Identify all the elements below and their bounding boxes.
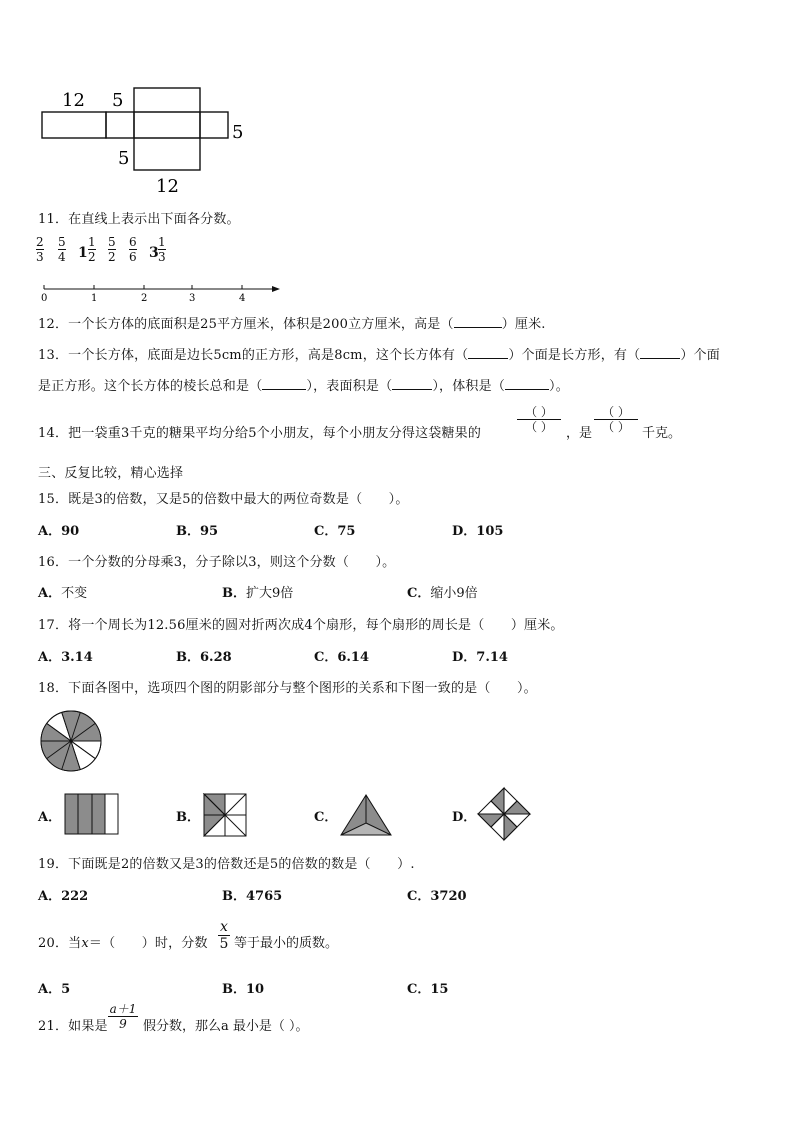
question-15: 15．既是3的倍数，又是5的倍数中最大的两位奇数是（ ）。 — [38, 492, 409, 507]
fraction-x-over-5: x 5 — [219, 919, 229, 952]
option-b[interactable]: B．4765 — [222, 889, 283, 904]
question-20: 20．当x＝（ ）时，分数 — [38, 936, 208, 951]
question-19: 19．下面既是2的倍数又是3的倍数还是5的倍数的数是（ ）. — [38, 857, 415, 872]
question-14: 14．把一袋重3千克的糖果平均分给5个小朋友，每个小朋友分得这袋糖果的 — [38, 426, 482, 441]
option-a[interactable]: A．90 — [38, 524, 80, 539]
option-c[interactable]: C．3720 — [407, 889, 467, 904]
section-heading: 三、反复比较，精心选择 — [38, 466, 184, 481]
cuboid-net-figure — [30, 80, 260, 200]
answer-fraction-blank[interactable]: （ ） （ ） — [517, 406, 561, 433]
option-d-figure[interactable] — [476, 786, 532, 842]
net-label-5-bottom: 5 — [118, 148, 130, 169]
net-label-12-bottom: 12 — [156, 176, 179, 197]
tick-label: 1 — [91, 293, 98, 304]
q14-text-c: 千克。 — [642, 426, 682, 441]
question-21: 21．如果是 — [38, 1019, 108, 1034]
option-b-label[interactable]: B． — [176, 810, 200, 825]
fraction-item: 1 3 — [158, 235, 166, 264]
net-label-12-top: 12 — [62, 90, 85, 111]
option-a[interactable]: A．222 — [38, 889, 89, 904]
answer-fraction-blank[interactable]: （ ） （ ） — [594, 406, 638, 433]
question-13-line1: 13．一个长方体，底面是边长5cm的正方形，高是8cm，这个长方体有（ ）个面是长方形，有（ ）个面 — [38, 348, 720, 363]
option-b[interactable]: B．扩大9倍 — [222, 586, 294, 601]
question-16: 16．一个分数的分母乘3，分子除以3，则这个分数（ ）。 — [38, 555, 396, 570]
fraction-item: 1 2 — [88, 235, 96, 264]
option-d[interactable]: D．105 — [452, 524, 504, 539]
net-label-5-top: 5 — [112, 90, 124, 111]
fraction-whole: 1 — [78, 245, 88, 261]
answer-blank[interactable] — [505, 389, 549, 390]
fraction-a-plus-1-over-9: a＋1 9 — [109, 1002, 137, 1031]
option-c[interactable]: C．6.14 — [314, 650, 370, 665]
option-d[interactable]: D．7.14 — [452, 650, 508, 665]
option-b[interactable]: B．10 — [222, 982, 265, 997]
option-a-label[interactable]: A． — [38, 810, 62, 825]
answer-blank[interactable] — [640, 358, 680, 359]
question-13-line2: 是正方形。这个长方体的棱长总和是（ ），表面积是（ ），体积是（ ）。 — [38, 379, 569, 394]
q14-text-b: ，是 — [566, 426, 593, 441]
shaded-circle-figure — [38, 708, 104, 774]
answer-blank[interactable] — [262, 389, 306, 390]
fraction-whole: 3 — [149, 245, 159, 261]
answer-blank[interactable] — [392, 389, 432, 390]
answer-blank[interactable] — [454, 327, 502, 328]
option-a[interactable]: A．3.14 — [38, 650, 93, 665]
option-c-figure[interactable] — [338, 793, 394, 837]
fraction-item: 5 4 — [58, 235, 66, 264]
tick-label: 2 — [141, 293, 148, 304]
tick-label: 0 — [41, 293, 48, 304]
question-11: 11．在直线上表示出下面各分数。 — [38, 212, 240, 227]
fraction-item: 5 2 — [108, 235, 116, 264]
option-b[interactable]: B．95 — [176, 524, 219, 539]
question-12: 12．一个长方体的底面积是25平方厘米，体积是200立方厘米，高是（ ）厘米. — [38, 317, 546, 332]
net-label-5-right: 5 — [232, 122, 244, 143]
tick-label: 3 — [189, 293, 196, 304]
option-c-label[interactable]: C． — [314, 810, 338, 825]
option-b[interactable]: B．6.28 — [176, 650, 232, 665]
option-c[interactable]: C．75 — [314, 524, 356, 539]
fraction-item: 2 3 — [36, 235, 44, 264]
option-c[interactable]: C．15 — [407, 982, 449, 997]
option-d-label[interactable]: D． — [452, 810, 477, 825]
answer-blank[interactable] — [468, 358, 508, 359]
option-a[interactable]: A．不变 — [38, 586, 88, 601]
question-17: 17．将一个周长为12.56厘米的圆对折两次成4个扇形，每个扇形的周长是（ ）厘米。 — [38, 618, 564, 633]
question-18: 18．下面各图中，选项四个图的阴影部分与整个图形的关系和下图一致的是（ ）。 — [38, 681, 537, 696]
option-a[interactable]: A．5 — [38, 982, 71, 997]
number-line — [36, 282, 286, 306]
option-c[interactable]: C．缩小9倍 — [407, 586, 478, 601]
q21-text-b: 假分数，那么a 最小是（ ）。 — [143, 1019, 309, 1034]
fraction-item: 6 6 — [129, 235, 137, 264]
option-b-figure[interactable] — [202, 793, 248, 837]
q20-text-b: 等于最小的质数。 — [234, 936, 339, 951]
option-a-figure[interactable] — [62, 793, 120, 835]
tick-label: 4 — [239, 293, 246, 304]
